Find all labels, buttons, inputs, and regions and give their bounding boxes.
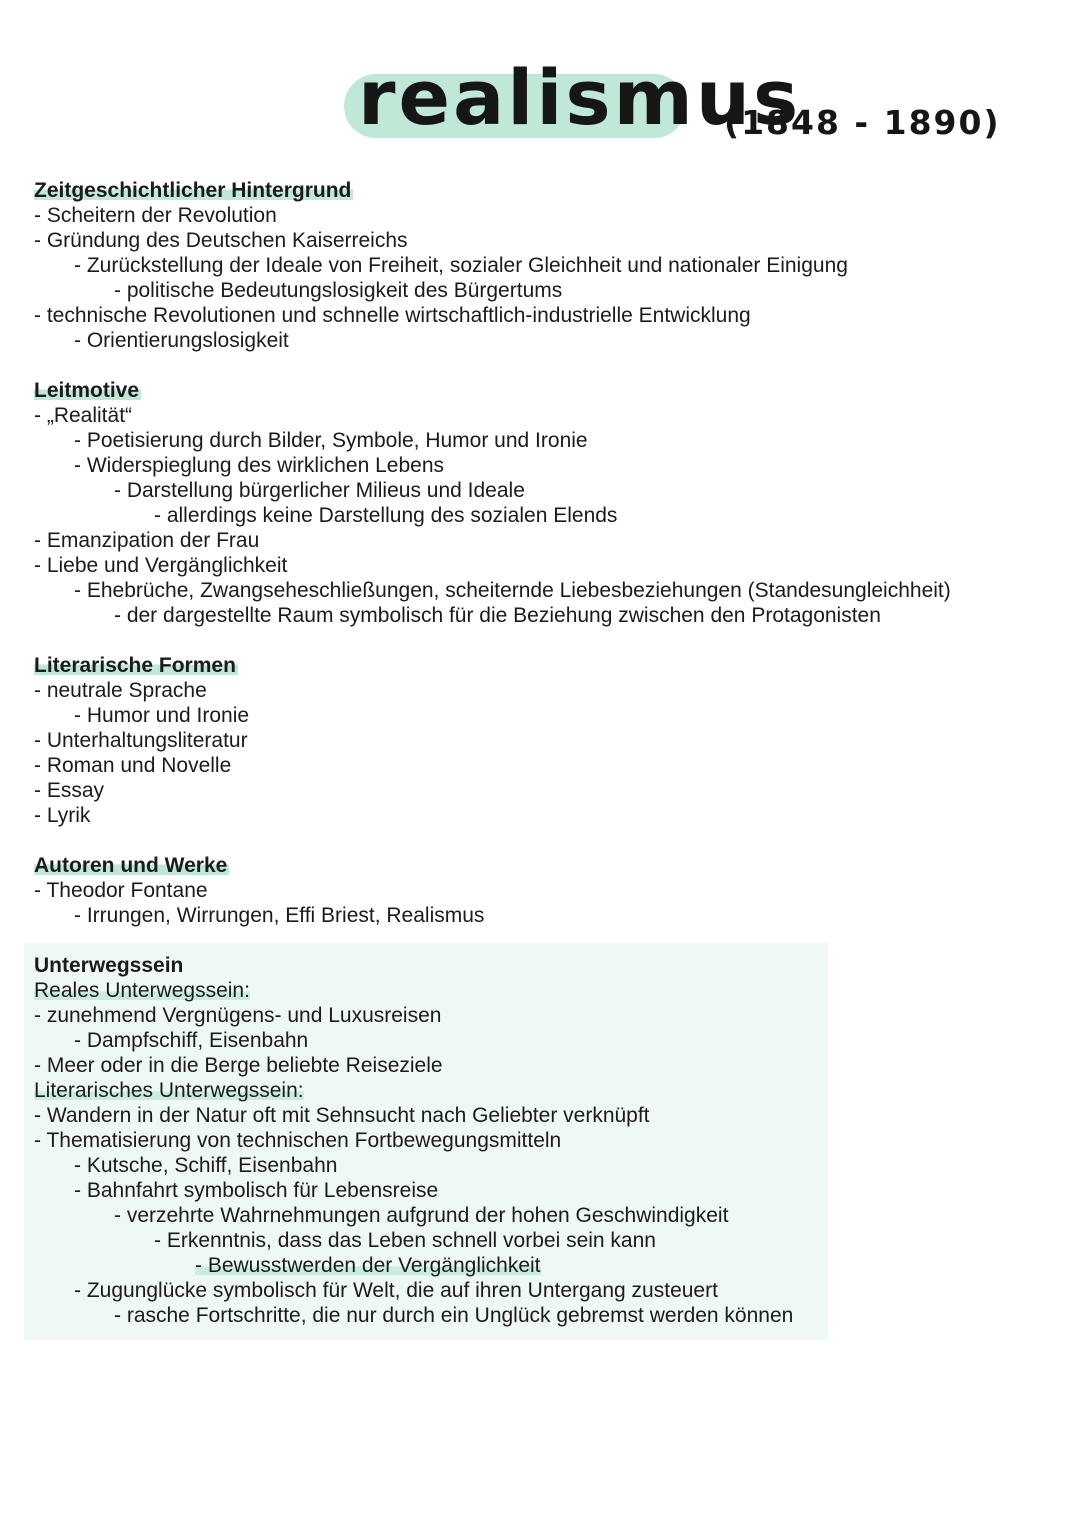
list-item: - Gründung des Deutschen Kaiserreichs — [34, 229, 408, 252]
list-item: - „Realität“ — [34, 404, 133, 427]
list-item: - Bahnfahrt symbolisch für Lebensreise — [74, 1179, 439, 1202]
list-item: - Erkenntnis, dass das Leben schnell vorbei sein kann — [154, 1229, 656, 1252]
section-heading-formen: Literarische Formen — [34, 654, 236, 677]
section-heading-unterwegssein: Unterwegssein — [34, 954, 184, 977]
list-item: - Theodor Fontane — [34, 879, 208, 902]
section-heading-hintergrund: Zeitgeschichtlicher Hintergrund — [34, 179, 352, 202]
list-item: - Liebe und Vergänglichkeit — [34, 554, 288, 577]
section-heading-leitmotive: Leitmotive — [34, 379, 140, 402]
list-item: - Orientierungslosigkeit — [74, 329, 289, 352]
list-item: - Lyrik — [34, 804, 91, 827]
subheading-literarisch: Literarisches Unterwegssein: — [34, 1079, 304, 1102]
section-heading-autoren: Autoren und Werke — [34, 854, 228, 877]
list-item: - Roman und Novelle — [34, 754, 232, 777]
list-item: - technische Revolutionen und schnelle wirtschaftlich-industrielle Entwicklung — [34, 304, 751, 327]
list-item: - Zurückstellung der Ideale von Freiheit, sozialer Gleichheit und nationaler Einigung — [74, 254, 848, 277]
list-item: - Thematisierung von technischen Fortbewegungsmitteln — [34, 1129, 562, 1152]
list-item: - Zugunglücke symbolisch für Welt, die auf ihren Untergang zusteuert — [74, 1279, 718, 1302]
list-item: - rasche Fortschritte, die nur durch ein Unglück gebremst werden können — [114, 1304, 794, 1327]
list-item: - allerdings keine Darstellung des sozialen Elends — [154, 504, 618, 527]
list-item: - Kutsche, Schiff, Eisenbahn — [74, 1154, 338, 1177]
list-item-highlighted: - Bewusstwerden der Vergänglichkeit — [195, 1254, 541, 1277]
list-item: - Humor und Ironie — [74, 704, 250, 727]
subheading-reales: Reales Unterwegssein: — [34, 979, 250, 1002]
list-item: - Ehebrüche, Zwangseheschließungen, scheiternde Liebesbeziehungen (Standesungleichheit) — [74, 579, 951, 602]
title-years: (1848 - 1890) — [724, 103, 1001, 142]
list-item: - Darstellung bürgerlicher Milieus und Ideale — [114, 479, 525, 502]
title-text: realismus — [358, 53, 802, 142]
list-item: - Unterhaltungsliteratur — [34, 729, 248, 752]
list-item: - verzehrte Wahrnehmungen aufgrund der hohen Geschwindigkeit — [114, 1204, 729, 1227]
list-item: - Irrungen, Wirrungen, Effi Briest, Realismus — [74, 904, 485, 927]
list-item: - der dargestellte Raum symbolisch für die Beziehung zwischen den Protagonisten — [114, 604, 881, 627]
list-item: - Essay — [34, 779, 105, 802]
list-item: - zunehmend Vergnügens- und Luxusreisen — [34, 1004, 442, 1027]
list-item: - Poetisierung durch Bilder, Symbole, Humor und Ironie — [74, 429, 588, 452]
list-item: - Wandern in der Natur oft mit Sehnsucht nach Geliebter verknüpft — [34, 1104, 650, 1127]
list-item: - Scheitern der Revolution — [34, 204, 277, 227]
list-item: - Widerspieglung des wirklichen Lebens — [74, 454, 445, 477]
list-item: - Emanzipation der Frau — [34, 529, 260, 552]
list-item: - Dampfschiff, Eisenbahn — [74, 1029, 309, 1052]
list-item: - politische Bedeutungslosigkeit des Bürgertums — [114, 279, 563, 302]
list-item: - Meer oder in die Berge beliebte Reiseziele — [34, 1054, 443, 1077]
page-title — [340, 48, 802, 156]
list-item: - neutrale Sprache — [34, 679, 207, 702]
